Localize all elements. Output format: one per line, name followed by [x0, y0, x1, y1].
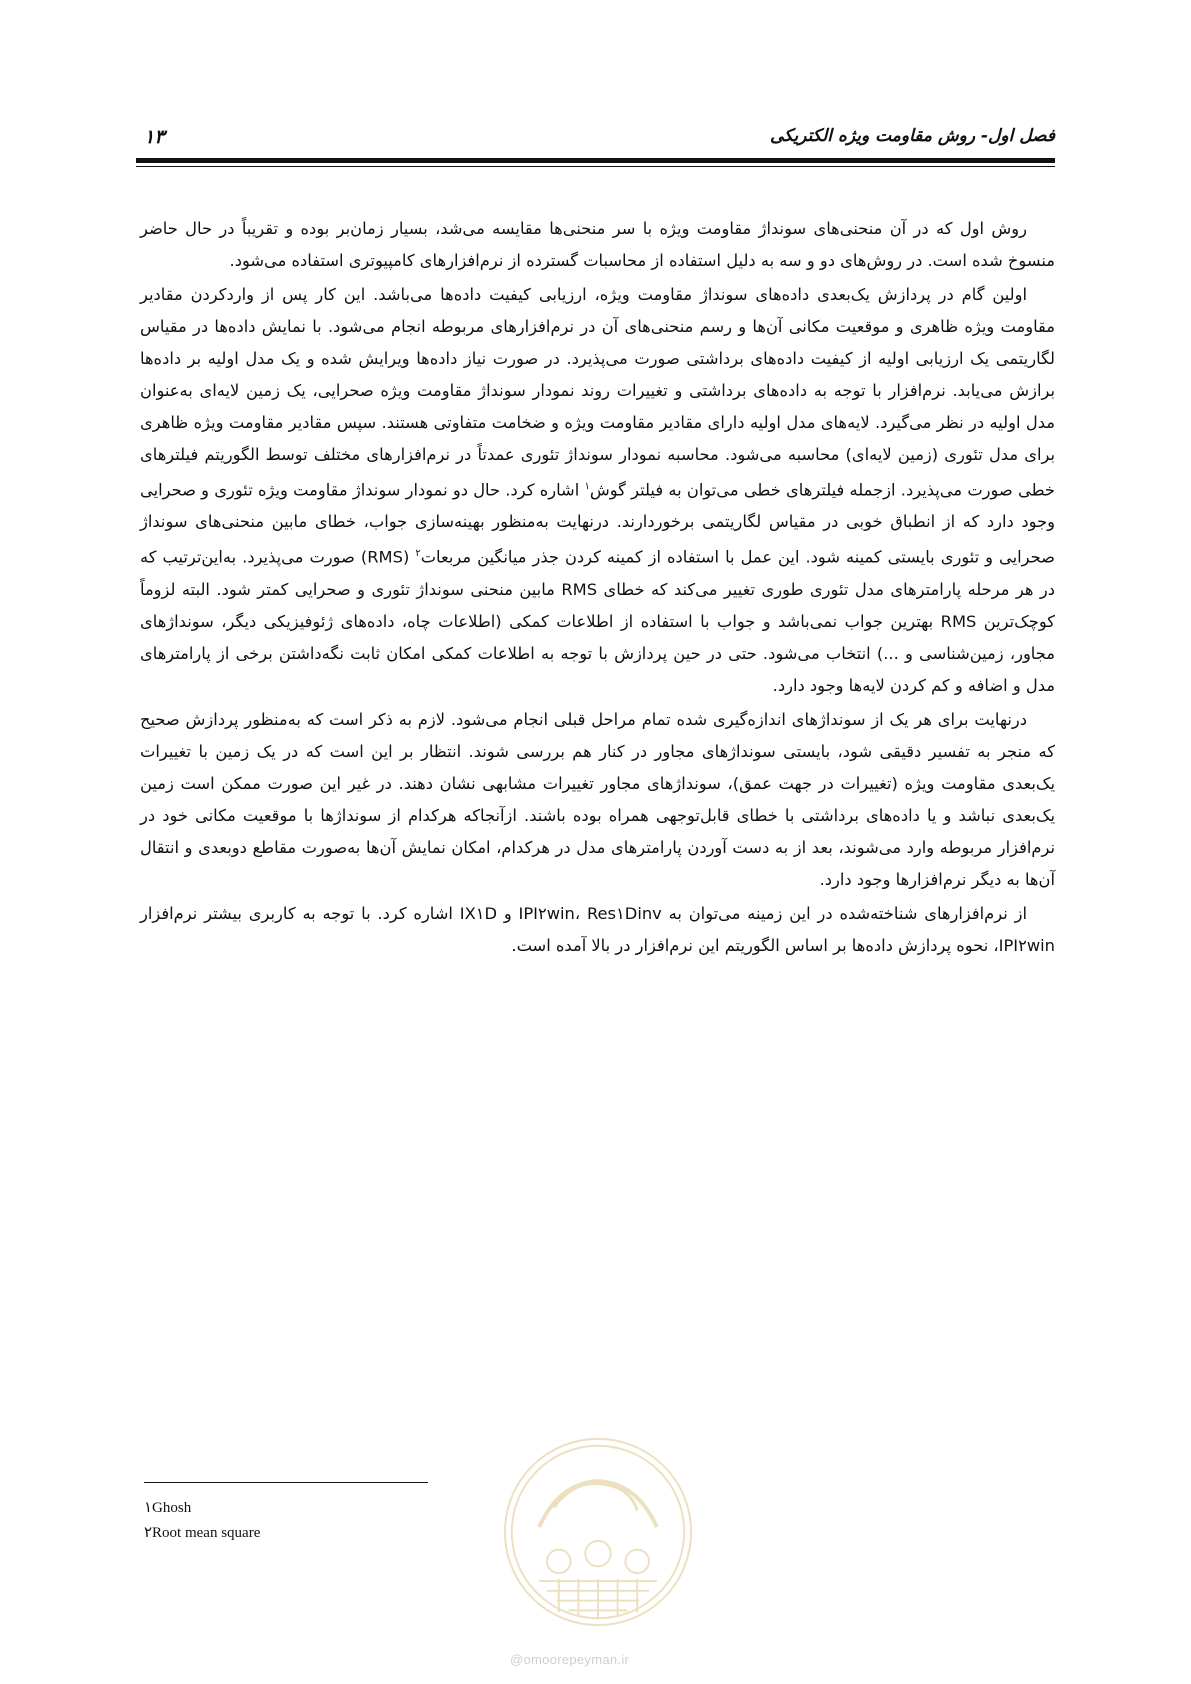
- watermark-url: @omoorepeyman.ir: [510, 1652, 630, 1667]
- footnote-mark-2: ۲: [415, 548, 421, 560]
- paragraph-2-part-2: اشاره کرد. حال دو نمودار سونداژ مقاومت ویژه تئوری و صحرایی وجود دارد که از انطباق خوبی در مقیاس لگاریتمی برخوردارند. درنهایت به‌منظور بهینه‌سازی جواب، خطای مابین منحنی‌های سونداژ صحرایی و تئوری بایستی کمینه شود. این عمل با استفاده از کمینه کردن جذر میانگین مربعات: [140, 480, 1055, 567]
- chapter-title: فصل اول- روش مقاومت ویژه الکتریکی: [769, 126, 1055, 146]
- paragraph-4: از نرم‌افزارهای شناخته‌شده در این زمینه می‌توان به IPI۲win، Res۱Dinv و IX۱D اشاره کرد. با توجه به کاربری بیشتر نرم‌افزار IPI۲win، نحوه پردازش داده‌ها بر اساس الگوریتم این نرم‌افزار در بالا آمده است.: [140, 903, 1055, 955]
- footnote-mark-1: ۱: [584, 481, 590, 492]
- body-text: [140, 213, 1055, 962]
- watermark-logo-icon: [500, 1434, 696, 1630]
- paragraph-3: درنهایت برای هر یک از سونداژهای اندازه‌گیری شده تمام مراحل قبلی انجام می‌شود. لازم به ذکر است که به‌منظور پردازش صحیح که منجر به تفسیر دقیقی شود، بایستی سونداژهای مجاور در کنار هم بررسی شوند. انتظار بر این است که در یک زمین با تغییرات یک‌بعدی مقاومت ویژه (تغییرات در جهت عمق)، سونداژهای مجاور تغییرات مشابهی نشان دهند. در غیر این صورت ممکن است زمین یک‌بعدی نباشد و یا داده‌های برداشتی با خطای قابل‌توجهی همراه بوده باشند. ازآنجاکه هرکدام از سونداژها با موقعیت مکانی خود در نرم‌افزار مربوطه وارد می‌شوند، بعد از به دست آوردن پارامترهای مدل در هرکدام، امکان نمایش آن‌ها به‌صورت مقاطع دوبعدی و انتقال آن‌ها به دیگر نرم‌افزارها وجود دارد.: [140, 709, 1055, 889]
- paragraph-1: روش اول که در آن منحنی‌های سونداژ مقاومت ویژه با سر منحنی‌ها مقایسه می‌شد، بسیار زمان‌بر بوده و تقریباً در حال حاضر منسوخ شده است. در روش‌های دو و سه به دلیل استفاده از محاسبات گسترده از نرم‌افزارهای کامپیوتری استفاده می‌شود.: [140, 219, 1055, 270]
- page-number: ۱۳: [144, 126, 165, 148]
- footnote-rule: [144, 1482, 428, 1483]
- footnotes: [144, 1496, 260, 1546]
- footnote-2: ۲Root mean square: [144, 1525, 261, 1541]
- header-rule-thin: [136, 166, 1055, 167]
- paragraph-2-part-3: (RMS) صورت می‌پذیرد. به‌این‌ترتیب که در هر مرحله پارامترهای مدل تئوری طوری تغییر می‌کند که خطای RMS مابین منحنی سونداژ تئوری و صحرایی کمتر شود. البته لزوماً کوچک‌ترین RMS بهترین جواب نمی‌باشد و جواب با استفاده از اطلاعات کمکی (اطلاعات چاه، داده‌های ژئوفیزیکی دیگر، سونداژهای مجاور، زمین‌شناسی و ...) انتخاب می‌شود. حتی در حین پردازش با توجه به اطلاعات کمکی امکان ثابت نگه‌داشتن برخی از پارامترهای مدل و اضافه و کم کردن لایه‌ها وجود دارد.: [140, 547, 1056, 695]
- footnote-1: ۱Ghosh: [144, 1500, 192, 1516]
- paragraph-2: [140, 279, 1055, 702]
- header-rule-thick: [136, 158, 1055, 163]
- paragraph-2-part-1: اولین گام در پردازش یک‌بعدی داده‌های سونداژ مقاومت ویژه، ارزیابی کیفیت داده‌ها می‌باشد. این کار پس از واردکردن مقادیر مقاومت ویژه ظاهری و موقعیت مکانی آن‌ها و رسم منحنی‌های آن در نرم‌افزارهای مربوطه انجام می‌شود. با نمایش داده‌ها در مقیاس لگاریتمی یک ارزیابی اولیه از کیفیت داده‌های برداشتی صورت می‌پذیرد. در صورت نیاز داده‌ها ویرایش شده و یک مدل اولیه بر داده‌ها برازش می‌یابد. نرم‌افزار با توجه به داده‌های برداشتی و تغییرات روند نمودار سونداژ مقاومت ویژه صحرایی، یک زمین لایه‌ای به‌عنوان مدل اولیه در نظر می‌گیرد. لایه‌های مدل اولیه دارای مقادیر مقاومت ویژه و ضخامت متفاوتی هستند. سپس مقادیر مقاومت ویژه ظاهری برای مدل تئوری (زمین لایه‌ای) محاسبه می‌شود. محاسبه نمودار سونداژ تئوری عمدتاً در نرم‌افزارهای مختلف توسط الگوریتم فیلترهای خطی صورت می‌پذیرد. ازجمله فیلترهای خطی می‌توان به فیلتر گوش: [140, 285, 1055, 500]
